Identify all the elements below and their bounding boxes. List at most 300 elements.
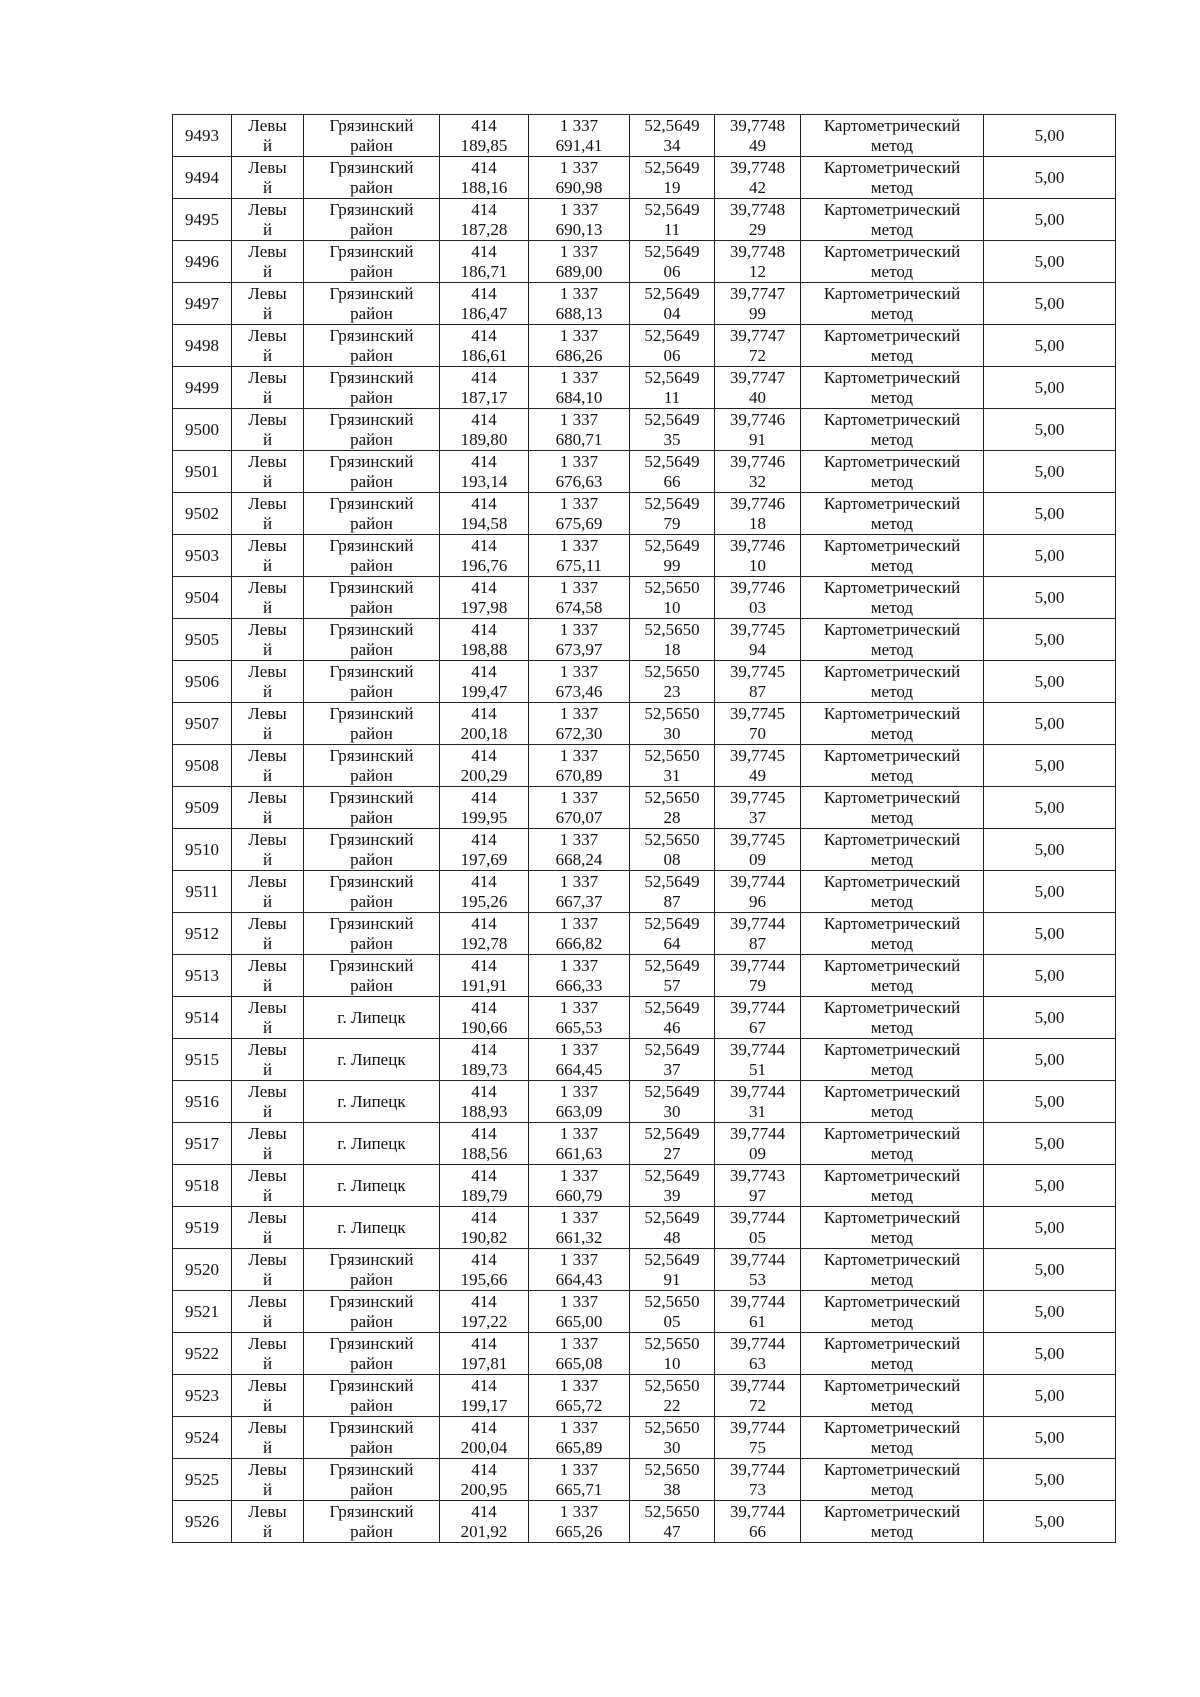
table-row (173, 1207, 1116, 1249)
x-coordinate-line: 189,80 (460, 429, 508, 449)
table-row (173, 745, 1116, 787)
latitude-line: 99 (663, 555, 681, 575)
longitude-cell (715, 283, 801, 325)
longitude-cell (715, 157, 801, 199)
latitude-cell (630, 1291, 715, 1333)
y-coordinate-line: 672,30 (555, 723, 603, 743)
latitude-cell (630, 367, 715, 409)
method-cell (801, 1375, 984, 1417)
district-cell (304, 115, 440, 157)
district-line: район (350, 177, 393, 197)
x-coordinate-line: 199,17 (460, 1395, 508, 1415)
y-coordinate-cell (529, 115, 630, 157)
x-coordinate-line: 414 (471, 1333, 497, 1353)
longitude-line: 42 (749, 177, 766, 197)
method-cell (801, 535, 984, 577)
latitude-line: 30 (663, 1437, 681, 1457)
accuracy-cell: 5,00 (984, 577, 1116, 619)
longitude-line: 63 (749, 1353, 766, 1373)
bank-side-cell (232, 1123, 304, 1165)
method-line: метод (870, 807, 914, 827)
y-coordinate-cell (529, 157, 630, 199)
bank-side-line: й (262, 1353, 273, 1373)
x-coordinate-cell (440, 1501, 529, 1543)
y-coordinate-line: 673,97 (555, 639, 603, 659)
bank-side-cell (232, 829, 304, 871)
latitude-cell (630, 493, 715, 535)
bank-side-line: й (262, 1269, 273, 1289)
method-line: метод (870, 1101, 914, 1121)
table-row (173, 1123, 1116, 1165)
point-number-cell: 9494 (173, 157, 232, 199)
point-number-cell: 9521 (173, 1291, 232, 1333)
district-cell (304, 1123, 440, 1165)
district-line: Грязинский (329, 1417, 414, 1437)
y-coordinate-line: 665,72 (555, 1395, 603, 1415)
bank-side-line: й (262, 891, 273, 911)
y-coordinate-cell (529, 199, 630, 241)
longitude-cell (715, 1459, 801, 1501)
latitude-line: 47 (663, 1521, 681, 1541)
latitude-line: 31 (663, 765, 681, 785)
point-number-cell: 9512 (173, 913, 232, 955)
district-line: Грязинский (329, 577, 414, 597)
district-line: Грязинский (329, 955, 414, 975)
y-coordinate-cell (529, 1291, 630, 1333)
method-line: метод (870, 555, 914, 575)
method-cell (801, 1039, 984, 1081)
latitude-line: 19 (663, 177, 681, 197)
method-line: метод (870, 1311, 914, 1331)
method-line: метод (870, 597, 914, 617)
longitude-cell (715, 1165, 801, 1207)
method-line: метод (870, 387, 914, 407)
table-row (173, 493, 1116, 535)
y-coordinate-line: 1 337 (559, 619, 599, 639)
method-line: Картометрический (823, 1249, 961, 1269)
latitude-line: 52,5650 (644, 619, 700, 639)
accuracy-cell: 5,00 (984, 493, 1116, 535)
latitude-line: 52,5649 (644, 1039, 700, 1059)
latitude-line: 48 (663, 1227, 681, 1247)
x-coordinate-cell (440, 661, 529, 703)
bank-side-line: й (262, 261, 273, 281)
latitude-line: 30 (663, 1101, 681, 1121)
district-line: Грязинский (329, 199, 414, 219)
latitude-line: 52,5649 (644, 913, 700, 933)
district-line: район (350, 555, 393, 575)
method-line: Картометрический (823, 661, 961, 681)
x-coordinate-line: 197,98 (460, 597, 508, 617)
latitude-line: 18 (663, 639, 681, 659)
x-coordinate-line: 191,91 (460, 975, 508, 995)
latitude-line: 10 (663, 597, 681, 617)
longitude-cell (715, 829, 801, 871)
longitude-line: 29 (749, 219, 766, 239)
method-line: метод (870, 765, 914, 785)
longitude-line: 39,7745 (729, 829, 786, 849)
bank-side-cell (232, 787, 304, 829)
method-line: метод (870, 639, 914, 659)
latitude-cell (630, 1417, 715, 1459)
latitude-line: 52,5649 (644, 493, 700, 513)
bank-side-line: й (262, 807, 273, 827)
method-cell (801, 1207, 984, 1249)
district-cell (304, 451, 440, 493)
longitude-line: 10 (749, 555, 766, 575)
accuracy-cell: 5,00 (984, 1333, 1116, 1375)
y-coordinate-line: 675,69 (555, 513, 603, 533)
x-coordinate-line: 189,85 (460, 135, 508, 155)
bank-side-line: й (262, 345, 273, 365)
accuracy-cell: 5,00 (984, 1417, 1116, 1459)
district-cell (304, 1039, 440, 1081)
latitude-line: 27 (663, 1143, 681, 1163)
longitude-line: 05 (749, 1227, 766, 1247)
x-coordinate-line: 414 (471, 577, 497, 597)
bank-side-cell (232, 199, 304, 241)
method-line: Картометрический (823, 451, 961, 471)
x-coordinate-line: 414 (471, 157, 497, 177)
longitude-cell (715, 745, 801, 787)
x-coordinate-cell (440, 535, 529, 577)
method-line: метод (870, 1521, 914, 1541)
longitude-line: 72 (749, 1395, 766, 1415)
y-coordinate-line: 667,37 (555, 891, 603, 911)
latitude-line: 52,5650 (644, 1417, 700, 1437)
latitude-cell (630, 1123, 715, 1165)
accuracy-cell: 5,00 (984, 997, 1116, 1039)
district-line: Грязинский (329, 1333, 414, 1353)
x-coordinate-line: 414 (471, 745, 497, 765)
bank-side-line: Левы (248, 535, 287, 555)
point-number-cell: 9495 (173, 199, 232, 241)
bank-side-line: Левы (248, 451, 287, 471)
latitude-cell (630, 745, 715, 787)
longitude-line: 91 (749, 429, 766, 449)
x-coordinate-line: 197,81 (460, 1353, 508, 1373)
y-coordinate-line: 670,89 (555, 765, 603, 785)
bank-side-line: й (262, 1227, 273, 1247)
method-cell (801, 451, 984, 493)
y-coordinate-cell (529, 1249, 630, 1291)
method-cell (801, 1501, 984, 1543)
latitude-cell (630, 787, 715, 829)
bank-side-line: Левы (248, 115, 287, 135)
x-coordinate-line: 414 (471, 1501, 497, 1521)
latitude-line: 52,5649 (644, 115, 700, 135)
bank-side-line: й (262, 387, 273, 407)
longitude-cell (715, 535, 801, 577)
bank-side-line: й (262, 1185, 273, 1205)
y-coordinate-cell (529, 409, 630, 451)
x-coordinate-line: 414 (471, 241, 497, 261)
latitude-cell (630, 577, 715, 619)
y-coordinate-line: 1 337 (559, 997, 599, 1017)
y-coordinate-cell (529, 997, 630, 1039)
method-line: метод (870, 1017, 914, 1037)
method-line: метод (870, 1143, 914, 1163)
accuracy-cell: 5,00 (984, 1207, 1116, 1249)
bank-side-cell (232, 283, 304, 325)
bank-side-line: Левы (248, 955, 287, 975)
latitude-cell (630, 115, 715, 157)
method-line: Картометрический (823, 1375, 961, 1395)
point-number-cell: 9505 (173, 619, 232, 661)
table-row (173, 1081, 1116, 1123)
bank-side-cell (232, 661, 304, 703)
y-coordinate-line: 691,41 (555, 135, 603, 155)
district-line: Грязинский (329, 115, 414, 135)
point-number-cell: 9504 (173, 577, 232, 619)
latitude-line: 37 (663, 1059, 681, 1079)
latitude-line: 52,5649 (644, 451, 700, 471)
method-line: Картометрический (823, 1501, 961, 1521)
method-cell (801, 325, 984, 367)
latitude-cell (630, 913, 715, 955)
table-row (173, 1459, 1116, 1501)
longitude-cell (715, 367, 801, 409)
longitude-line: 12 (749, 261, 766, 281)
x-coordinate-line: 195,26 (460, 891, 508, 911)
y-coordinate-line: 674,58 (555, 597, 603, 617)
method-line: Картометрический (823, 1123, 961, 1143)
y-coordinate-line: 1 337 (559, 493, 599, 513)
latitude-line: 52,5649 (644, 1081, 700, 1101)
y-coordinate-line: 660,79 (555, 1185, 603, 1205)
latitude-line: 52,5649 (644, 955, 700, 975)
bank-side-line: й (262, 513, 273, 533)
latitude-cell (630, 157, 715, 199)
y-coordinate-line: 690,98 (555, 177, 603, 197)
latitude-line: 52,5650 (644, 829, 700, 849)
latitude-line: 52,5650 (644, 787, 700, 807)
x-coordinate-line: 189,73 (460, 1059, 508, 1079)
longitude-cell (715, 1207, 801, 1249)
district-cell (304, 1333, 440, 1375)
bank-side-cell (232, 913, 304, 955)
latitude-line: 52,5649 (644, 283, 700, 303)
longitude-line: 39,7745 (729, 787, 786, 807)
table-row (173, 829, 1116, 871)
y-coordinate-cell (529, 661, 630, 703)
method-cell (801, 1165, 984, 1207)
district-line: район (350, 1521, 393, 1541)
y-coordinate-cell (529, 619, 630, 661)
longitude-line: 39,7744 (729, 1207, 786, 1227)
longitude-cell (715, 913, 801, 955)
method-line: метод (870, 429, 914, 449)
latitude-cell (630, 451, 715, 493)
district-cell (304, 367, 440, 409)
x-coordinate-line: 414 (471, 787, 497, 807)
y-coordinate-cell (529, 1165, 630, 1207)
longitude-line: 37 (749, 807, 766, 827)
method-line: метод (870, 1185, 914, 1205)
latitude-cell (630, 1165, 715, 1207)
table-row (173, 1333, 1116, 1375)
x-coordinate-cell (440, 409, 529, 451)
method-cell (801, 199, 984, 241)
y-coordinate-line: 1 337 (559, 703, 599, 723)
table-row (173, 1249, 1116, 1291)
x-coordinate-line: 188,93 (460, 1101, 508, 1121)
longitude-line: 39,7744 (729, 1123, 786, 1143)
longitude-line: 39,7744 (729, 997, 786, 1017)
y-coordinate-line: 1 337 (559, 1459, 599, 1479)
district-cell (304, 1459, 440, 1501)
latitude-line: 52,5649 (644, 409, 700, 429)
bank-side-line: Левы (248, 619, 287, 639)
y-coordinate-cell (529, 1123, 630, 1165)
x-coordinate-cell (440, 1081, 529, 1123)
method-cell (801, 871, 984, 913)
method-line: метод (870, 345, 914, 365)
longitude-line: 39,7746 (729, 493, 786, 513)
bank-side-cell (232, 1249, 304, 1291)
x-coordinate-line: 199,95 (460, 807, 508, 827)
longitude-line: 49 (749, 765, 766, 785)
district-cell (304, 829, 440, 871)
method-cell (801, 619, 984, 661)
district-line: район (350, 471, 393, 491)
longitude-cell (715, 1501, 801, 1543)
district-line: Грязинский (329, 787, 414, 807)
table-row (173, 871, 1116, 913)
district-line: Грязинский (329, 1501, 414, 1521)
longitude-line: 87 (749, 681, 766, 701)
y-coordinate-line: 1 337 (559, 661, 599, 681)
y-coordinate-line: 665,53 (555, 1017, 603, 1037)
district-line: район (350, 219, 393, 239)
method-cell (801, 1081, 984, 1123)
method-line: Картометрический (823, 829, 961, 849)
longitude-cell (715, 955, 801, 997)
longitude-line: 39,7746 (729, 451, 786, 471)
method-cell (801, 955, 984, 997)
table-row (173, 1165, 1116, 1207)
x-coordinate-line: 414 (471, 283, 497, 303)
accuracy-cell: 5,00 (984, 241, 1116, 283)
district-cell (304, 535, 440, 577)
point-number-cell: 9516 (173, 1081, 232, 1123)
longitude-line: 39,7744 (729, 913, 786, 933)
bank-side-cell (232, 997, 304, 1039)
latitude-line: 52,5649 (644, 1249, 700, 1269)
bank-side-cell (232, 577, 304, 619)
latitude-line: 06 (663, 261, 681, 281)
method-cell (801, 283, 984, 325)
latitude-cell (630, 1375, 715, 1417)
method-line: Картометрический (823, 619, 961, 639)
latitude-cell (630, 283, 715, 325)
longitude-cell (715, 1039, 801, 1081)
y-coordinate-line: 1 337 (559, 199, 599, 219)
longitude-cell (715, 451, 801, 493)
longitude-cell (715, 1123, 801, 1165)
y-coordinate-line: 1 337 (559, 787, 599, 807)
table-row (173, 1039, 1116, 1081)
accuracy-cell: 5,00 (984, 787, 1116, 829)
longitude-cell (715, 577, 801, 619)
latitude-line: 22 (663, 1395, 681, 1415)
y-coordinate-cell (529, 535, 630, 577)
y-coordinate-cell (529, 283, 630, 325)
y-coordinate-line: 1 337 (559, 283, 599, 303)
longitude-cell (715, 661, 801, 703)
x-coordinate-line: 201,92 (460, 1521, 508, 1541)
latitude-line: 52,5649 (644, 871, 700, 891)
x-coordinate-line: 197,69 (460, 849, 508, 869)
district-cell (304, 325, 440, 367)
bank-side-cell (232, 871, 304, 913)
bank-side-line: й (262, 765, 273, 785)
point-number-cell: 9517 (173, 1123, 232, 1165)
y-coordinate-line: 665,89 (555, 1437, 603, 1457)
x-coordinate-line: 414 (471, 829, 497, 849)
district-line: район (350, 723, 393, 743)
x-coordinate-line: 414 (471, 1459, 497, 1479)
longitude-line: 39,7748 (729, 199, 786, 219)
x-coordinate-line: 199,47 (460, 681, 508, 701)
longitude-cell (715, 325, 801, 367)
method-cell (801, 409, 984, 451)
district-cell (304, 1291, 440, 1333)
longitude-cell (715, 1375, 801, 1417)
district-line: район (350, 1269, 393, 1289)
bank-side-line: Левы (248, 1165, 287, 1185)
method-cell (801, 1459, 984, 1501)
district-line: район (350, 807, 393, 827)
bank-side-line: й (262, 1479, 273, 1499)
method-cell (801, 1123, 984, 1165)
district-line: Грязинский (329, 367, 414, 387)
latitude-line: 64 (663, 933, 681, 953)
bank-side-line: й (262, 723, 273, 743)
x-coordinate-cell (440, 1249, 529, 1291)
point-number-cell: 9493 (173, 115, 232, 157)
point-number-cell: 9515 (173, 1039, 232, 1081)
y-coordinate-line: 1 337 (559, 325, 599, 345)
bank-side-line: Левы (248, 199, 287, 219)
x-coordinate-line: 197,22 (460, 1311, 508, 1331)
bank-side-cell (232, 1165, 304, 1207)
point-number-cell: 9500 (173, 409, 232, 451)
method-line: Картометрический (823, 409, 961, 429)
y-coordinate-cell (529, 955, 630, 997)
table-row (173, 997, 1116, 1039)
bank-side-line: й (262, 1143, 273, 1163)
bank-side-line: й (262, 1101, 273, 1121)
y-coordinate-line: 664,45 (555, 1059, 603, 1079)
x-coordinate-line: 414 (471, 997, 497, 1017)
accuracy-cell: 5,00 (984, 913, 1116, 955)
latitude-cell (630, 325, 715, 367)
x-coordinate-line: 414 (471, 535, 497, 555)
x-coordinate-line: 189,79 (460, 1185, 508, 1205)
latitude-line: 52,5649 (644, 1207, 700, 1227)
accuracy-cell: 5,00 (984, 409, 1116, 451)
district-line: Грязинский (329, 1249, 414, 1269)
x-coordinate-line: 414 (471, 913, 497, 933)
longitude-line: 39,7748 (729, 157, 786, 177)
x-coordinate-line: 414 (471, 367, 497, 387)
x-coordinate-line: 414 (471, 661, 497, 681)
y-coordinate-line: 1 337 (559, 745, 599, 765)
method-line: метод (870, 723, 914, 743)
method-line: Картометрический (823, 745, 961, 765)
y-coordinate-line: 1 337 (559, 1039, 599, 1059)
